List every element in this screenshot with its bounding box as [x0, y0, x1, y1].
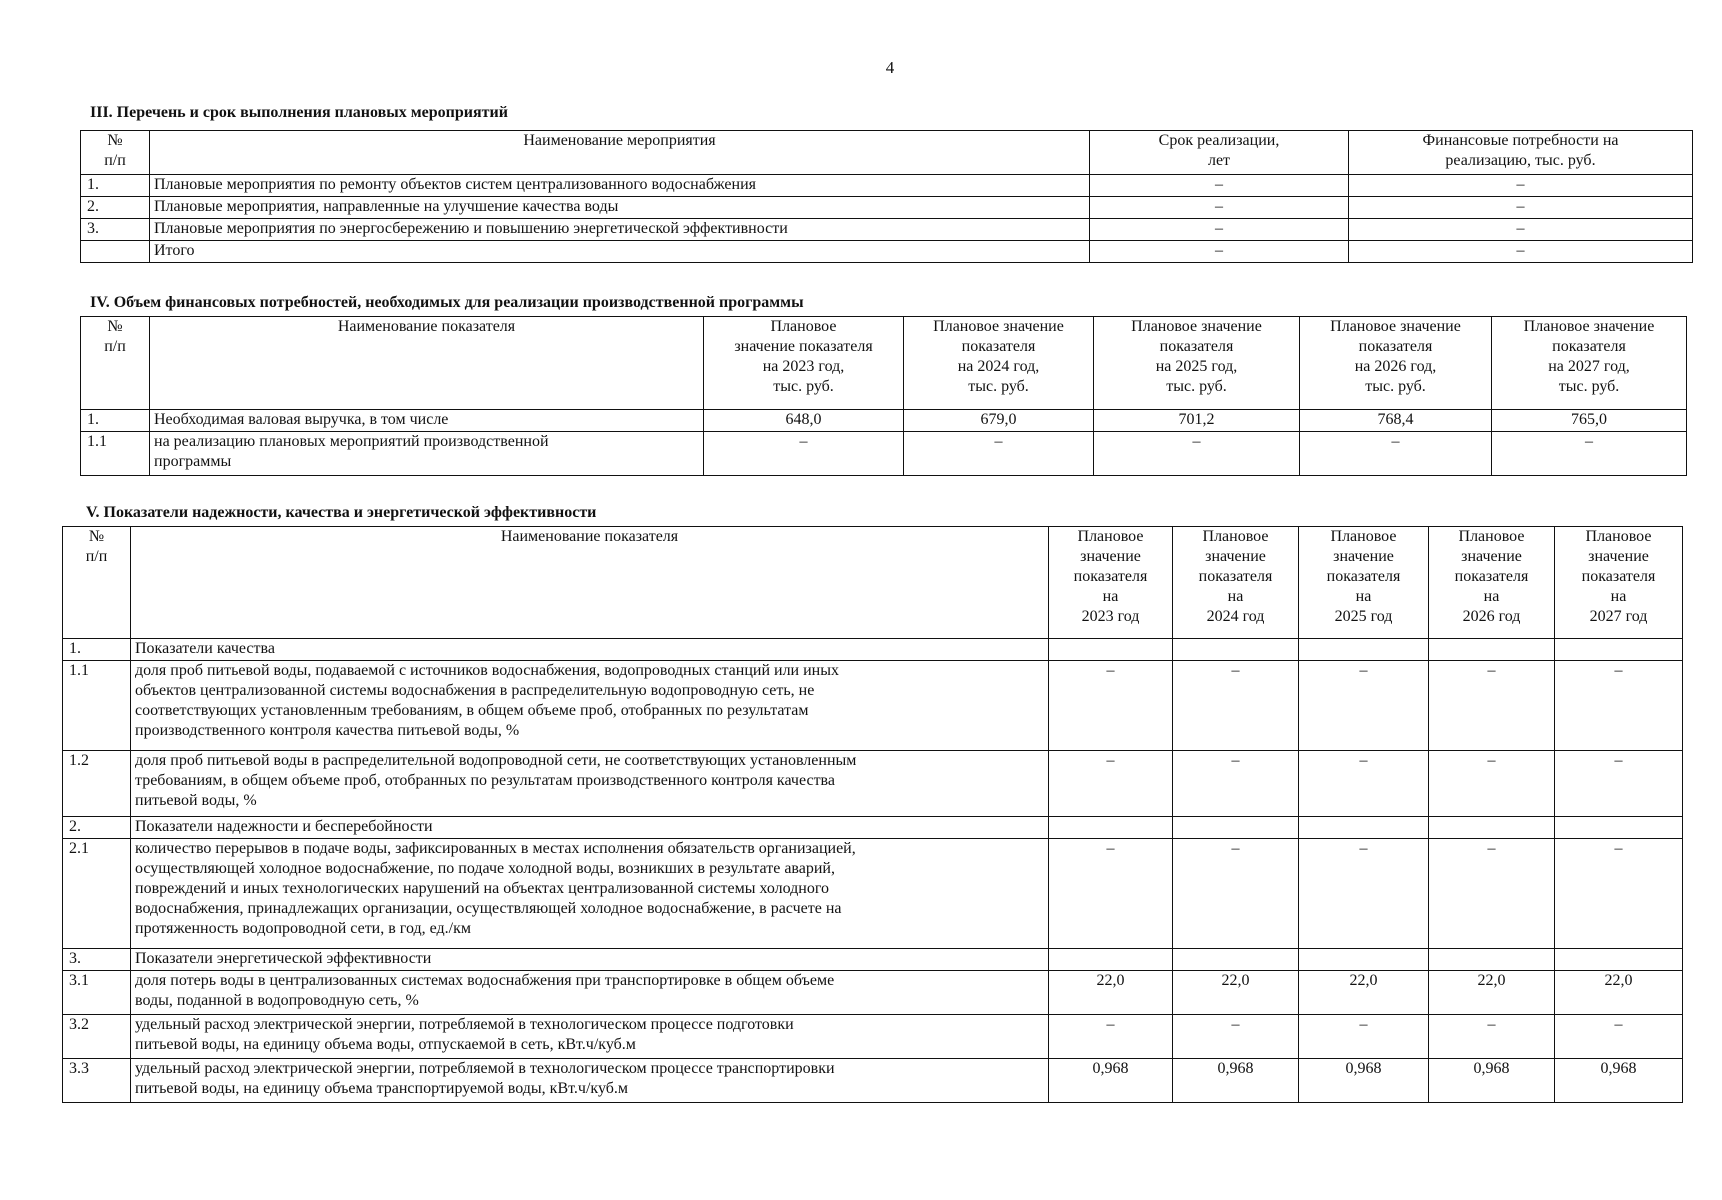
row-name: доля проб питьевой воды, подаваемой с источников водоснабжения, водопроводных станций или иных объектов централизованной системы водоснабжения в распределительную водопроводную сеть, не соответствующих установленным требованиям, в общем объеме проб, отобранных по результатам производственного контроля качества питьевой воды, % — [131, 661, 1049, 751]
value-2024: – — [1173, 839, 1299, 949]
row-num: 3.3 — [63, 1059, 131, 1103]
value-2023: – — [704, 432, 904, 476]
row-num: 2. — [63, 817, 131, 839]
value-2025: – — [1299, 751, 1429, 817]
header-num: № п/п — [81, 317, 150, 410]
row-num: 3. — [63, 949, 131, 971]
row-num: 3.2 — [63, 1015, 131, 1059]
value-2026: 22,0 — [1429, 971, 1555, 1015]
header-name: Наименование мероприятия — [150, 131, 1090, 175]
value-2027: – — [1555, 1015, 1683, 1059]
table-row — [81, 219, 1693, 241]
value-2027: 22,0 — [1555, 971, 1683, 1015]
value-2025: – — [1299, 839, 1429, 949]
row-term: – — [1090, 219, 1349, 241]
header-name: Наименование показателя — [131, 527, 1049, 639]
row-name: Плановые мероприятия по ремонту объектов систем централизованного водоснабжения — [150, 175, 1090, 197]
header-2024: Плановое значение показателя на 2024 год — [1173, 527, 1299, 639]
page-number: 4 — [885, 58, 895, 77]
value-2023: 22,0 — [1049, 971, 1173, 1015]
value-2027: – — [1492, 432, 1687, 476]
value-2027: 0,968 — [1555, 1059, 1683, 1103]
header-2023: Плановое значение показателя на 2023 год, тыс. руб. — [704, 317, 904, 410]
value-2027: – — [1555, 751, 1683, 817]
header-2026: Плановое значение показателя на 2026 год, тыс. руб. — [1300, 317, 1492, 410]
header-2023: Плановое значение показателя на 2023 год — [1049, 527, 1173, 639]
value-2024: – — [1173, 661, 1299, 751]
row-num: 3. — [81, 219, 150, 241]
value-2025 — [1299, 817, 1429, 839]
header-name: Наименование показателя — [150, 317, 704, 410]
value-2024: 22,0 — [1173, 971, 1299, 1015]
value-2026: – — [1300, 432, 1492, 476]
value-2023 — [1049, 639, 1173, 661]
value-2027: 765,0 — [1492, 410, 1687, 432]
section-5-title: V. Показатели надежности, качества и энергетической эффективности — [86, 504, 597, 521]
header-finance: Финансовые потребности на реализацию, тыс. руб. — [1349, 131, 1693, 175]
value-2025: – — [1094, 432, 1300, 476]
row-num: 1.1 — [81, 432, 150, 476]
table-header-row — [81, 131, 1693, 175]
row-finance: – — [1349, 175, 1693, 197]
value-2024: – — [1173, 751, 1299, 817]
row-num: 1.1 — [63, 661, 131, 751]
value-2023: – — [1049, 839, 1173, 949]
row-num: 1. — [81, 410, 150, 432]
value-2023: – — [1049, 751, 1173, 817]
header-2024: Плановое значение показателя на 2024 год, тыс. руб. — [904, 317, 1094, 410]
value-2026 — [1429, 639, 1555, 661]
table-row — [81, 175, 1693, 197]
value-2025: 0,968 — [1299, 1059, 1429, 1103]
row-num: 1. — [63, 639, 131, 661]
table-header-row — [63, 527, 1683, 639]
row-name: Плановые мероприятия по энергосбережению и повышению энергетической эффективности — [150, 219, 1090, 241]
value-2024: 0,968 — [1173, 1059, 1299, 1103]
value-2023: – — [1049, 661, 1173, 751]
value-2026: – — [1429, 661, 1555, 751]
value-2026 — [1429, 817, 1555, 839]
header-num: № п/п — [81, 131, 150, 175]
header-2025: Плановое значение показателя на 2025 год, тыс. руб. — [1094, 317, 1300, 410]
header-2025: Плановое значение показателя на 2025 год — [1299, 527, 1429, 639]
value-2024: 679,0 — [904, 410, 1094, 432]
row-num: 3.1 — [63, 971, 131, 1015]
table-row-group — [63, 817, 1683, 839]
table-row — [81, 432, 1687, 476]
section-3-title: III. Перечень и срок выполнения плановых мероприятий — [90, 104, 508, 121]
row-num: 1. — [81, 175, 150, 197]
table-row — [81, 410, 1687, 432]
value-2023 — [1049, 949, 1173, 971]
row-finance: – — [1349, 197, 1693, 219]
row-finance: – — [1349, 219, 1693, 241]
table-row — [63, 751, 1683, 817]
row-term: – — [1090, 241, 1349, 263]
value-2024: – — [1173, 1015, 1299, 1059]
section-4-table — [80, 316, 1687, 476]
value-2023: – — [1049, 1015, 1173, 1059]
value-2024 — [1173, 949, 1299, 971]
value-2026: – — [1429, 839, 1555, 949]
header-term: Срок реализации, лет — [1090, 131, 1349, 175]
value-2024: – — [904, 432, 1094, 476]
value-2027: – — [1555, 661, 1683, 751]
table-row — [63, 661, 1683, 751]
row-finance: – — [1349, 241, 1693, 263]
table-row — [63, 971, 1683, 1015]
row-term: – — [1090, 175, 1349, 197]
value-2026: 0,968 — [1429, 1059, 1555, 1103]
value-2027 — [1555, 639, 1683, 661]
value-2025: 701,2 — [1094, 410, 1300, 432]
value-2024 — [1173, 817, 1299, 839]
table-row — [63, 1015, 1683, 1059]
row-name: Показатели качества — [131, 639, 1049, 661]
section-3-table — [80, 130, 1693, 263]
section-4-title: IV. Объем финансовых потребностей, необходимых для реализации производственной программы — [90, 294, 804, 311]
value-2027: – — [1555, 839, 1683, 949]
value-2023: 648,0 — [704, 410, 904, 432]
value-2024 — [1173, 639, 1299, 661]
value-2026 — [1429, 949, 1555, 971]
table-row — [63, 839, 1683, 949]
header-2027: Плановое значение показателя на 2027 год, тыс. руб. — [1492, 317, 1687, 410]
row-num — [81, 241, 150, 263]
row-name: удельный расход электрической энергии, потребляемой в технологическом процессе подготовки питьевой воды, на единицу объема воды, отпускаемой в сеть, кВт.ч/куб.м — [131, 1015, 1049, 1059]
table-row-total — [81, 241, 1693, 263]
value-2025 — [1299, 949, 1429, 971]
value-2025 — [1299, 639, 1429, 661]
row-name: Плановые мероприятия, направленные на улучшение качества воды — [150, 197, 1090, 219]
value-2027 — [1555, 817, 1683, 839]
value-2026: – — [1429, 1015, 1555, 1059]
value-2027 — [1555, 949, 1683, 971]
value-2023: 0,968 — [1049, 1059, 1173, 1103]
header-2027: Плановое значение показателя на 2027 год — [1555, 527, 1683, 639]
table-row-group — [63, 949, 1683, 971]
row-name: удельный расход электрической энергии, потребляемой в технологическом процессе транспортировки питьевой воды, на единицу объема транспортируемой воды, кВт.ч/куб.м — [131, 1059, 1049, 1103]
value-2023 — [1049, 817, 1173, 839]
header-num: № п/п — [63, 527, 131, 639]
row-name: доля проб питьевой воды в распределительной водопроводной сети, не соответствующих установленным требованиям, в общем объеме проб, отобранных по результатам производственного контроля качества питьевой воды, % — [131, 751, 1049, 817]
table-row — [81, 197, 1693, 219]
row-name: Показатели надежности и бесперебойности — [131, 817, 1049, 839]
row-name: Показатели энергетической эффективности — [131, 949, 1049, 971]
header-2026: Плановое значение показателя на 2026 год — [1429, 527, 1555, 639]
row-name: на реализацию плановых мероприятий производственной программы — [150, 432, 704, 476]
row-name: Итого — [150, 241, 1090, 263]
row-name: Необходимая валовая выручка, в том числе — [150, 410, 704, 432]
value-2026: 768,4 — [1300, 410, 1492, 432]
value-2025: – — [1299, 661, 1429, 751]
row-num: 2. — [81, 197, 150, 219]
value-2025: – — [1299, 1015, 1429, 1059]
value-2025: 22,0 — [1299, 971, 1429, 1015]
row-name: доля потерь воды в централизованных системах водоснабжения при транспортировке в общем объеме воды, поданной в водопроводную сеть, % — [131, 971, 1049, 1015]
row-num: 1.2 — [63, 751, 131, 817]
row-term: – — [1090, 197, 1349, 219]
row-name: количество перерывов в подаче воды, зафиксированных в местах исполнения обязательств организацией, осуществляющей холодное водоснабжение, по подаче холодной воды, возникших в результате аварий, повреждений и иных технологических нарушений на объектах централизованной системы холодного водоснабжения, принадлежащих организации, осуществляющей холодное водоснабжение, в расчете на протяженность водопроводной сети, в год, ед./км — [131, 839, 1049, 949]
section-5-table — [62, 526, 1683, 1103]
table-row-group — [63, 639, 1683, 661]
table-row — [63, 1059, 1683, 1103]
table-header-row — [81, 317, 1687, 410]
row-num: 2.1 — [63, 839, 131, 949]
value-2026: – — [1429, 751, 1555, 817]
